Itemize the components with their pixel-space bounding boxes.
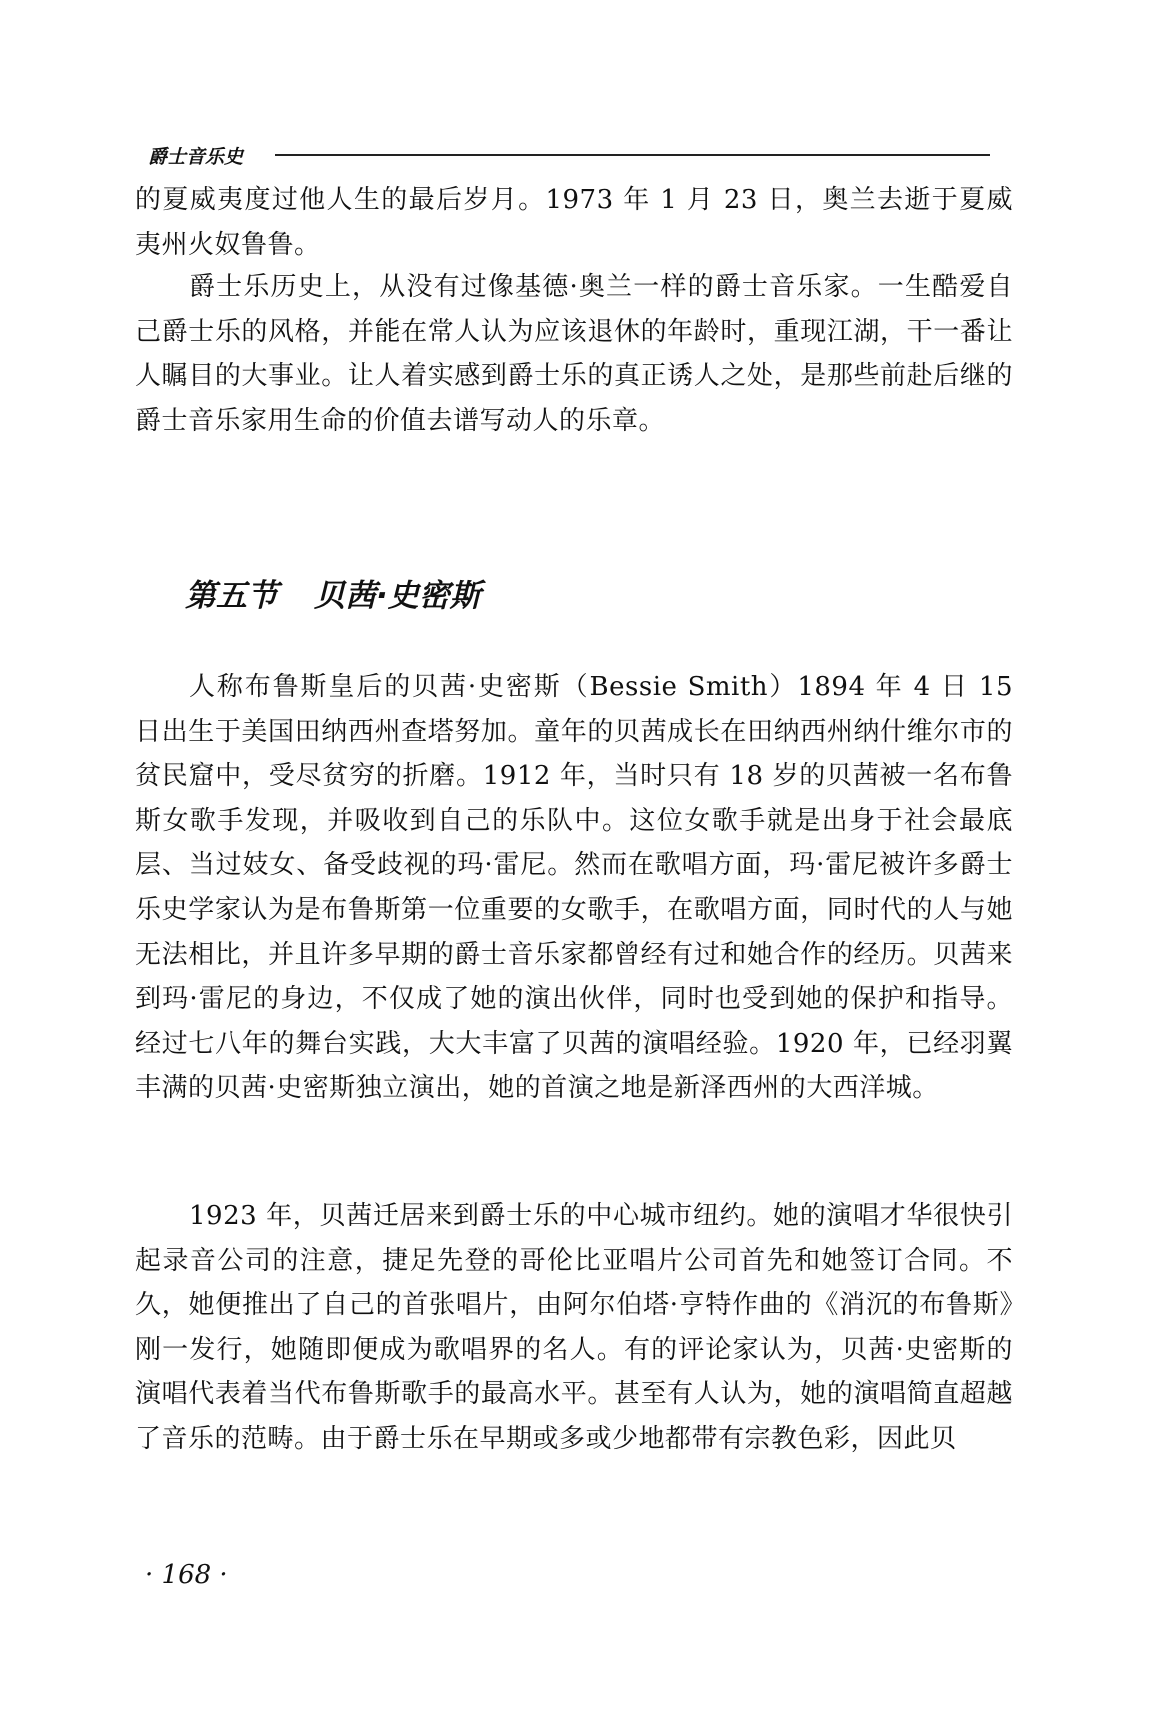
running-header: [148, 140, 990, 170]
paragraph-kid-ory-legacy: 爵士乐历史上，从没有过像基德·奥兰一样的爵士音乐家。一生酷爱自己爵士乐的风格，并能在常人认为应该退休的年龄时，重现江湖，干一番让人瞩目的大事业。让人着实感到爵士乐的真正诱人之处，是那些前赴后继的爵士音乐家用生命的价值去谱写动人的乐章。: [135, 272, 1013, 436]
section-number: 第五节: [185, 578, 278, 614]
section-title: 贝茜·史密斯: [314, 578, 481, 614]
page-number: · 168 ·: [145, 1560, 228, 1590]
header-rule: [275, 154, 990, 156]
book-title: 爵士音乐史: [148, 145, 244, 168]
paragraph-bessie-early-life: 人称布鲁斯皇后的贝茜·史密斯（Bessie Smith）1894 年 4 日 15 日出生于美国田纳西州查塔努加。童年的贝茜成长在田纳西州纳什维尔市的贫民窟中，受尽贫穷的折磨。1912 年，当时只有 18 岁的贝茜被一名布鲁斯女歌手发现，并吸收到自己的乐队中。这位女歌手就是出身于社会最底层、当过妓女、备受歧视的玛·雷尼。然而在歌唱方面，玛·雷尼被许多爵士乐史学家认为是布鲁斯第一位重要的女歌手，在歌唱方面，同时代的人与她无法相比，并且许多早期的爵士音乐家都曾经有过和她合作的经历。贝茜来到玛·雷尼的身边，不仅成了她的演出伙伴，同时也受到她的保护和指导。经过七八年的舞台实践，大大丰富了贝茜的演唱经验。1920 年，已经羽翼丰满的贝茜·史密斯独立演出，她的首演之地是新泽西州的大西洋城。: [135, 672, 1013, 1104]
section-heading: [185, 570, 481, 615]
paragraph-continued: 的夏威夷度过他人生的最后岁月。1973 年 1 月 23 日，奥兰去逝于夏威夷州火奴鲁鲁。: [135, 185, 1013, 260]
paragraph-bessie-career: 1923 年，贝茜迁居来到爵士乐的中心城市纽约。她的演唱才华很快引起录音公司的注意，捷足先登的哥伦比亚唱片公司首先和她签订合同。不久，她便推出了自己的首张唱片，由阿尔伯塔·亨特作曲的《消沉的布鲁斯》刚一发行，她随即便成为歌唱界的名人。有的评论家认为，贝茜·史密斯的演唱代表着当代布鲁斯歌手的最高水平。甚至有人认为，她的演唱简直超越了音乐的范畴。由于爵士乐在早期或多或少地都带有宗教色彩，因此贝: [135, 1201, 1013, 1454]
